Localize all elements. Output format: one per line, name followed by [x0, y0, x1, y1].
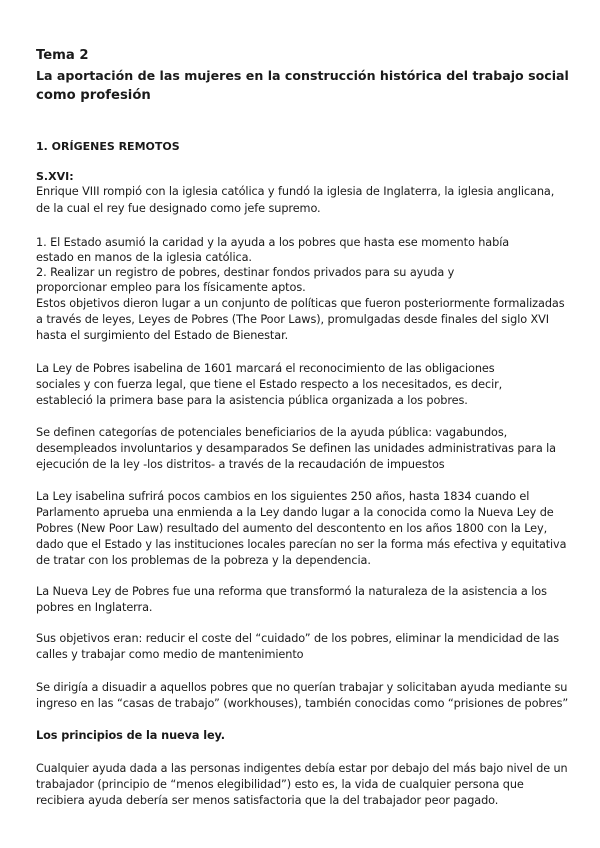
paragraph-6-line: pobres en Inglaterra. — [36, 601, 153, 614]
paragraph-4-line: Se definen categorías de potenciales beneficiarios de la ayuda pública: vagabundos, — [36, 426, 508, 439]
paragraph-2-line: estado en manos de la iglesia católica. — [36, 251, 252, 264]
section-subheading: S.XVI: — [36, 170, 74, 183]
paragraph-4-line: desempleados involuntarios y desamparados Se definen las unidades administrativas para la — [36, 442, 556, 455]
paragraph-7-line: Sus objetivos eran: reducir el coste del “cuidado” de los pobres, eliminar la mendicidad de las — [36, 632, 560, 645]
paragraph-8-line: ingreso en las “casas de trabajo” (workhouses), también conocidas como “prisiones de pobres” — [36, 697, 569, 710]
paragraph-3-line: La Ley de Pobres isabelina de 1601 marcará el reconocimiento de las obligaciones — [36, 362, 495, 375]
paragraph-1-line: de la cual el rey fue designado como jefe supremo. — [36, 202, 321, 215]
principles-heading: Los principios de la nueva ley. — [36, 729, 225, 742]
paragraph-3-line: sociales y con fuerza legal, que tiene el Estado respecto a los necesitados, es decir, — [36, 378, 503, 391]
paragraph-2-line: proporcionar empleo para los físicamente aptos. — [36, 281, 306, 294]
paragraph-5-line: de tratar con los problemas de la pobreza y la dependencia. — [36, 554, 371, 567]
paragraph-2-line: Estos objetivos dieron lugar a un conjunto de políticas que fueron posteriormente formalizadas — [36, 297, 565, 310]
paragraph-7-line: calles y trabajar como medio de mantenimiento — [36, 648, 304, 661]
paragraph-9-line: trabajador (principio de “menos elegibilidad”) esto es, la vida de cualquier persona que — [36, 778, 524, 791]
paragraph-5-line: dado que el Estado y las instituciones locales parecían no ser la forma más efectiva y equitativa — [36, 538, 567, 551]
paragraph-2-line: 2. Realizar un registro de pobres, destinar fondos privados para su ayuda y — [36, 266, 455, 279]
paragraph-9-line: recibiera ayuda debería ser menos satisfactoria que la del trabajador peor pagado. — [36, 794, 499, 807]
paragraph-6-line: La Nueva Ley de Pobres fue una reforma que transformó la naturaleza de la asistencia a los — [36, 585, 547, 598]
paragraph-3-line: estableció la primera base para la asistencia pública organizada a los pobres. — [36, 394, 468, 407]
paragraph-2-line: a través de leyes, Leyes de Pobres (The Poor Laws), promulgadas desde finales del siglo XVI — [36, 313, 550, 326]
topic-number: Tema 2 — [36, 48, 89, 63]
paragraph-2-line: 1. El Estado asumió la caridad y la ayuda a los pobres que hasta ese momento había — [36, 236, 510, 249]
document-title-line-1: La aportación de las mujeres en la construcción histórica del trabajo social — [36, 68, 569, 83]
paragraph-9-line: Cualquier ayuda dada a las personas indigentes debía estar por debajo del más bajo nivel de un — [36, 762, 568, 775]
paragraph-5-line: La Ley isabelina sufrirá pocos cambios en los siguientes 250 años, hasta 1834 cuando el — [36, 490, 530, 503]
paragraph-5-line: Pobres (New Poor Law) resultado del aumento del descontento en los años 1800 con la Ley, — [36, 522, 548, 535]
document-title-line-2: como profesión — [36, 88, 151, 103]
paragraph-5-line: Parlamento aprueba una enmienda a la Ley dando lugar a la conocida como la Nueva Ley de — [36, 506, 554, 519]
paragraph-8-line: Se dirigía a disuadir a aquellos pobres que no querían trabajar y solicitaban ayuda mediante su — [36, 681, 568, 694]
paragraph-2-line: hasta el surgimiento del Estado de Bienestar. — [36, 329, 289, 342]
paragraph-4-line: ejecución de la ley -los distritos- a través de la recaudación de impuestos — [36, 458, 445, 471]
section-heading: 1. ORÍGENES REMOTOS — [36, 140, 180, 153]
paragraph-1-line: Enrique VIII rompió con la iglesia católica y fundó la iglesia de Inglaterra, la iglesia anglicana, — [36, 185, 555, 198]
